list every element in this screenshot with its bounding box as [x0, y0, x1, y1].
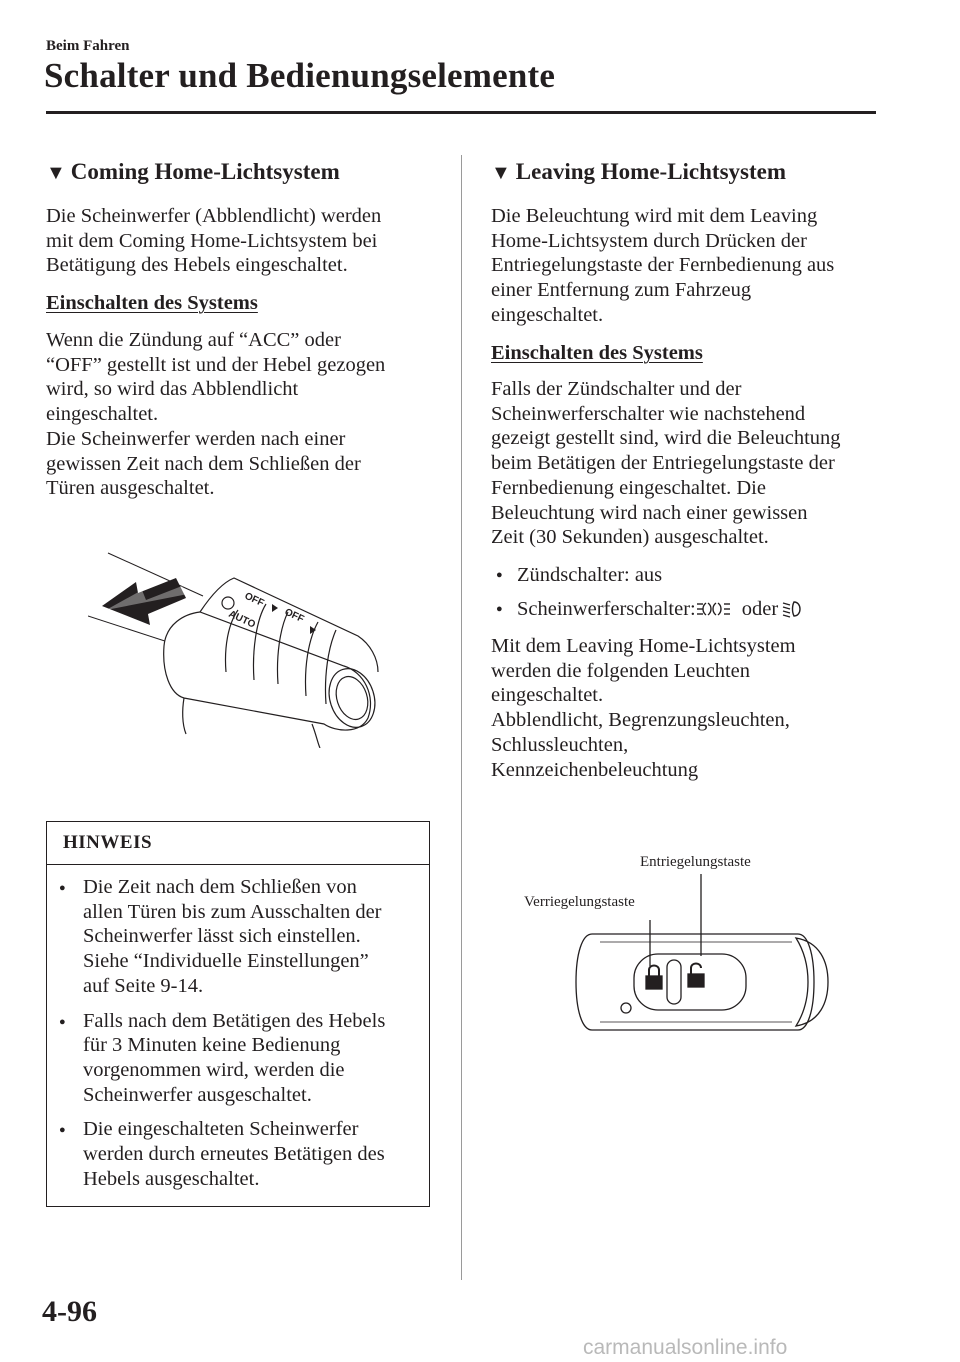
- lever-label-off-1: OFF: [242, 590, 266, 610]
- chapter-title: Schalter und Bedienungselemente: [44, 56, 556, 95]
- note-item-text: Die Zeit nach dem Schließen von allen Türen bis zum Ausschalten der Scheinwerfer lässt sich einstellen. Siehe “Individuelle Einstellungen” auf Seite 9-14.: [83, 876, 382, 997]
- coming-home-intro: Die Scheinwerfer (Abblendlicht) werden mit dem Coming Home-Lichtsystem bei Betätigung des Hebels eingeschaltet.: [46, 205, 382, 277]
- footer-watermark-url[interactable]: carmanualsonline.info: [583, 1336, 788, 1359]
- lever-label-auto: AUTO: [226, 608, 257, 631]
- low-beam-icon: [782, 600, 804, 618]
- title-rule: [46, 111, 876, 114]
- note-title: HINWEIS: [63, 832, 153, 853]
- section-label: Beim Fahren: [46, 38, 130, 54]
- parking-light-icon: [696, 600, 732, 618]
- unlock-button-icon: [688, 964, 704, 988]
- note-item-text: Die eingeschalteten Scheinwerfer werden durch erneutes Betätigen des Hebels ausgeschaltet.: [83, 1118, 385, 1190]
- bullet-icon: ●: [59, 882, 66, 894]
- triangle-bullet-icon: ▼: [491, 162, 511, 184]
- bullet-icon: ●: [59, 1124, 66, 1137]
- coming-home-heading-text: Coming Home-Lichtsystem: [70, 159, 340, 184]
- bullet-ignition-text: Zündschalter: aus: [517, 564, 663, 586]
- coming-home-body: Wenn die Zündung auf “ACC” oder “OFF” gestellt ist und der Hebel gezogen wird, so wird das Abblendlicht eingeschaltet. Die Scheinwerfer werden nach einer gewissen Zeit nach dem Schließen der Türen ausgeschaltet.: [46, 329, 386, 500]
- leaving-home-intro: Die Beleuchtung wird mit dem Leaving Home-Lichtsystem durch Drücken der Entriegelungstaste der Fernbedienung aus einer Entfernung zum Fahrzeug eingeschaltet.: [491, 205, 835, 326]
- leaving-home-heading: [491, 159, 786, 185]
- leaving-home-body: Falls der Zündschalter und der Scheinwerferschalter wie nachstehend gezeigt gestellt sind, wird die Beleuchtung beim Betätigen der Entriegelungstaste der Fernbedienung eingeschaltet. Die Beleuchtung wird nach einer gewissen Zeit (30 Sekunden) ausgeschaltet.: [491, 378, 841, 549]
- lever-label-off-2: OFF: [282, 606, 306, 626]
- bullet-ignition: [491, 563, 662, 588]
- leaving-home-heading-text: Leaving Home-Lichtsystem: [515, 159, 787, 184]
- lock-button-icon: [646, 966, 662, 990]
- bullet-headlight-text: Scheinwerferschalter:: [517, 598, 696, 620]
- callout-lock-button: Verriegelungstaste: [524, 894, 635, 910]
- column-divider: [461, 155, 462, 1280]
- leaving-home-subheading: Einschalten des Systems: [491, 342, 703, 364]
- remote-key-figure: [570, 870, 832, 1040]
- bullet-icon: ●: [496, 569, 503, 581]
- coming-home-subheading: Einschalten des Systems: [46, 292, 258, 314]
- callout-unlock-button: Entriegelungstaste: [640, 854, 751, 870]
- coming-home-heading: [46, 159, 340, 185]
- bullet-headlight: [491, 597, 804, 622]
- note-item: [59, 1117, 423, 1191]
- note-item: [59, 1009, 423, 1108]
- lever-pull-arrow-icon: [102, 578, 188, 625]
- bullet-headlight-or: oder: [741, 598, 779, 620]
- note-box: [46, 821, 430, 1207]
- page-number: 4-96: [42, 1295, 97, 1328]
- light-switch-lever-figure: [88, 548, 388, 748]
- leaving-home-lights: Mit dem Leaving Home-Lichtsystem werden die folgenden Leuchten eingeschaltet. Abblendlicht, Begrenzungsleuchten, Schlussleuchten, Kennzeichenbeleuchtung: [491, 635, 796, 781]
- note-item-text: Falls nach dem Betätigen des Hebels für 3 Minuten keine Bedienung vorgenommen wird, werden die Scheinwerfer ausgeschaltet.: [83, 1009, 386, 1106]
- note-list: [59, 875, 423, 1201]
- note-item: [59, 875, 423, 999]
- bullet-icon: ●: [496, 603, 503, 615]
- note-header: [47, 822, 429, 865]
- triangle-bullet-icon: ▼: [46, 162, 66, 184]
- bullet-icon: ●: [59, 1015, 66, 1028]
- light-switch-lever-icon: [164, 578, 382, 748]
